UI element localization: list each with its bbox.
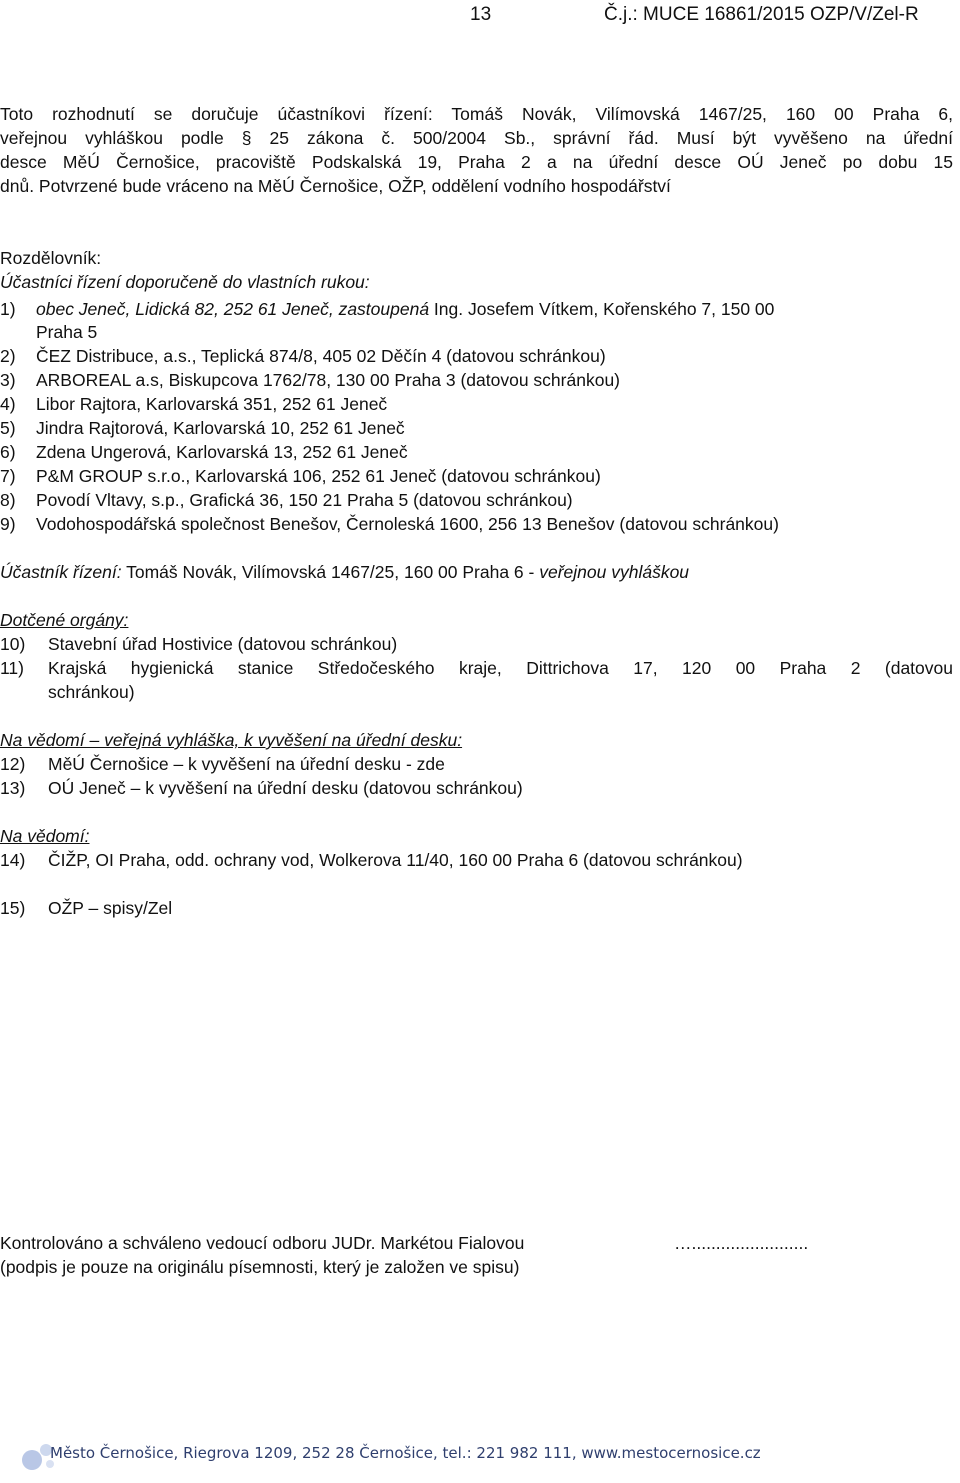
document-reference: Č.j.: MUCE 16861/2015 OZP/V/Zel-R (604, 4, 919, 25)
item-number: 15) (0, 898, 26, 918)
item-number: 14) (0, 850, 26, 870)
item-text: ČEZ Distribuce, a.s., Teplická 874/8, 405 02 Děčín 4 (datovou schránkou) (36, 346, 606, 366)
public-notice-heading: Na vědomí – veřejná vyhláška, k vyvěšení na úřední desku: (0, 730, 463, 750)
intro-line-4: dnů. Potvrzené bude vráceno na MěÚ Černošice, OŽP, oddělení vodního hospodářství (0, 176, 671, 196)
item-text: Povodí Vltavy, s.p., Grafická 36, 150 21 Praha 5 (datovou schránkou) (36, 490, 573, 510)
item-text: OÚ Jeneč – k vyvěšení na úřední desku (datovou schránkou) (48, 778, 523, 798)
notice-heading: Na vědomí: (0, 826, 90, 846)
item-text: Krajská hygienická stanice Středočeského kraje, Dittrichova 17, 120 00 Praha 2 (datovou (48, 658, 953, 678)
item-text: ČIŽP, OI Praha, odd. ochrany vod, Wolkerova 11/40, 160 00 Praha 6 (datovou schránkou) (48, 850, 743, 870)
participant-text: Tomáš Novák, Vilímovská 1467/25, 160 00 Praha 6 - (121, 562, 540, 582)
item-text: Vodohospodářská společnost Benešov, Černoleská 1600, 256 13 Benešov (datovou schránkou) (36, 514, 779, 534)
item-number: 9) (0, 514, 16, 534)
list-item (0, 896, 172, 920)
list-item (0, 656, 953, 680)
list-item (0, 512, 779, 536)
list-item (0, 752, 445, 776)
intro-line-3: desce MěÚ Černošice, pracoviště Podskalská 19, Praha 2 a na úřední desce OÚ Jeneč po dobu 15 (0, 152, 953, 172)
list-item (0, 848, 743, 872)
item-number: 2) (0, 346, 16, 366)
intro-line-2: veřejnou vyhláškou podle § 25 zákona č. 500/2004 Sb., správní řád. Musí být vyvěšeno na úřední (0, 128, 953, 148)
participants-heading: Účastníci řízení doporučeně do vlastních rukou: (0, 272, 370, 292)
list-item-continuation (0, 320, 97, 344)
item-text: Zdena Ungerová, Karlovarská 13, 252 61 Jeneč (36, 442, 408, 462)
item-text: Ing. Josefem Vítkem, Kořenského 7, 150 00 (429, 299, 775, 319)
item-number: 11) (0, 658, 24, 678)
item-text: OŽP – spisy/Zel (48, 898, 173, 918)
authorities-heading: Dotčené orgány: (0, 610, 129, 630)
approval-line: Kontrolováno a schváleno vedoucí odboru JUDr. Markétou Fialovou (0, 1233, 525, 1253)
participant-line (0, 560, 689, 584)
item-number: 12) (0, 754, 26, 774)
item-number: 6) (0, 442, 16, 462)
list-item (0, 632, 397, 656)
list-item (0, 464, 601, 488)
list-item (0, 344, 606, 368)
item-number: 3) (0, 370, 16, 390)
footer-address: Město Černošice, Riegrova 1209, 252 28 Černošice, tel.: 221 982 111, www.mestocernosice.cz (50, 1444, 761, 1462)
list-item-continuation (0, 680, 135, 704)
approval-note: (podpis je pouze na originálu písemnosti, který je založen ve spisu) (0, 1257, 520, 1277)
item-text: Stavební úřad Hostivice (datovou schránkou) (48, 634, 398, 654)
item-italic-text: obec Jeneč, Lidická 82, 252 61 Jeneč, zastoupená (36, 299, 430, 319)
list-item (0, 368, 620, 392)
page-number: 13 (470, 4, 492, 25)
distribution-heading: Rozdělovník: (0, 248, 102, 268)
item-number: 1) (0, 299, 16, 319)
item-number: 5) (0, 418, 16, 438)
item-text: MěÚ Černošice – k vyvěšení na úřední desku - zde (48, 754, 445, 774)
list-item (0, 297, 774, 321)
participant-label: Účastník řízení: (0, 562, 122, 582)
signature-dots: …........................ (674, 1233, 809, 1253)
item-text: ARBOREAL a.s, Biskupcova 1762/78, 130 00 Praha 3 (datovou schránkou) (36, 370, 621, 390)
participant-tail: veřejnou vyhláškou (539, 562, 690, 582)
intro-line-1: Toto rozhodnutí se doručuje účastníkovi řízení: Tomáš Novák, Vilímovská 1467/25, 160 00 Praha 6, (0, 104, 953, 124)
list-item (0, 392, 387, 416)
item-text: Libor Rajtora, Karlovarská 351, 252 61 Jeneč (36, 394, 388, 414)
item-text: Jindra Rajtorová, Karlovarská 10, 252 61 Jeneč (36, 418, 405, 438)
item-number: 7) (0, 466, 16, 486)
item-number: 10) (0, 634, 26, 654)
footer (20, 1436, 960, 1476)
list-item (0, 440, 408, 464)
item-text: schránkou) (48, 682, 135, 702)
item-number: 4) (0, 394, 16, 414)
item-number: 13) (0, 778, 26, 798)
list-item (0, 488, 573, 512)
item-text: Praha 5 (36, 322, 98, 342)
list-item (0, 776, 523, 800)
item-text: P&M GROUP s.r.o., Karlovarská 106, 252 61 Jeneč (datovou schránkou) (36, 466, 601, 486)
list-item (0, 416, 405, 440)
item-number: 8) (0, 490, 16, 510)
